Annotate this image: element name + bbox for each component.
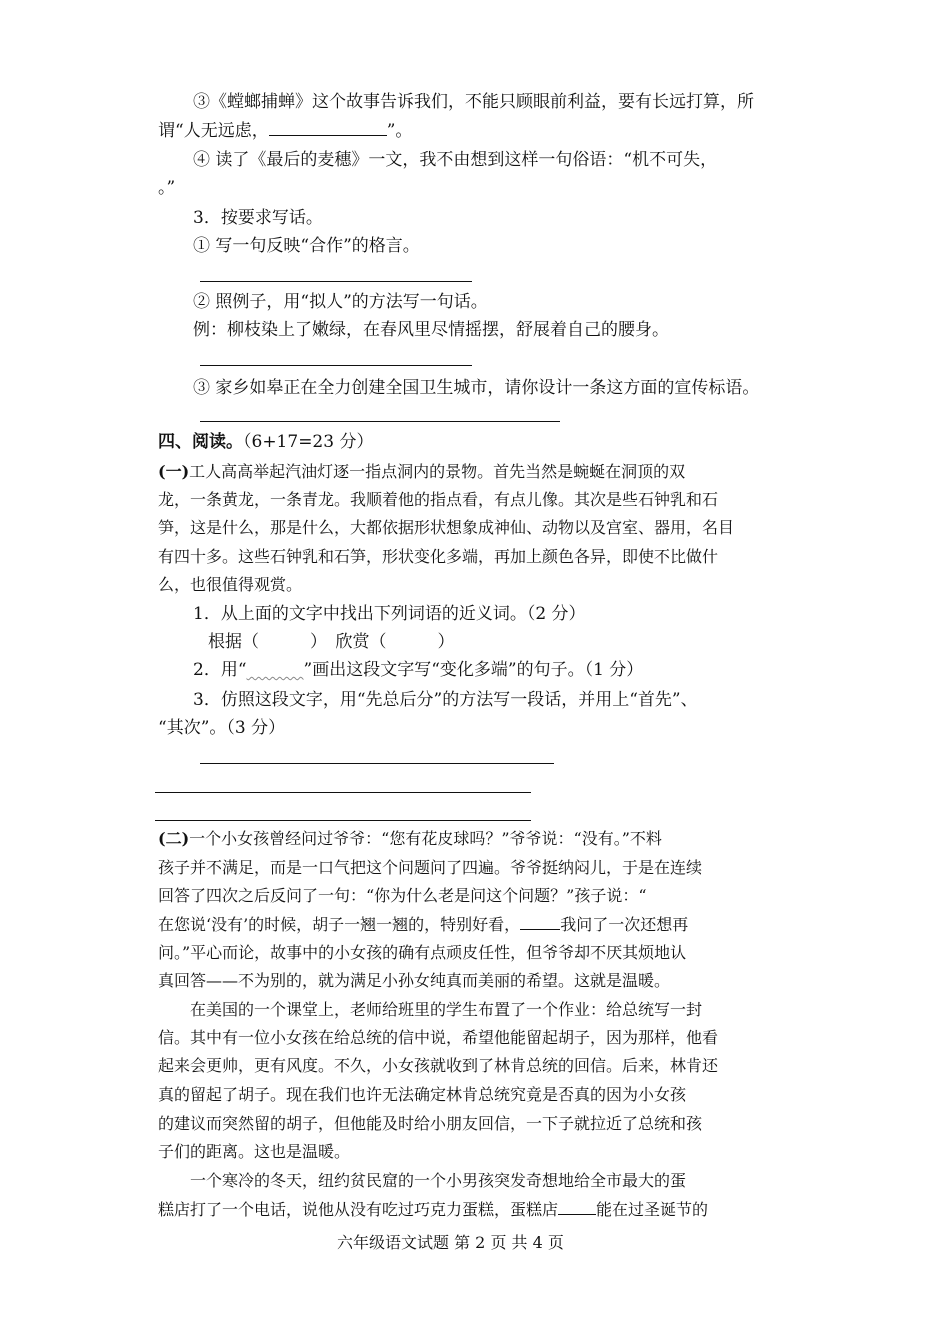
- part2-p3-line-2-a: 糕店打了一个电话，说他从没有吃过巧克力蛋糕，蛋糕店: [158, 1200, 559, 1219]
- part1-line-4: 有四十多。这些石钟乳和石笋，形状变化多端，再加上颜色各异，即使不比做什: [158, 547, 719, 566]
- q3-item1: ① 写一句反映“合作”的格言。: [193, 236, 420, 256]
- q3-item3: ③ 家乡如皋正在全力创建全国卫生城市，请你设计一条这方面的宣传标语。: [193, 378, 760, 398]
- q3-example: 例：柳枝染上了嫩绿，在春风里尽情摇摆，舒展着自己的腰身。: [193, 320, 669, 340]
- q2-item3-line1: ③《螳螂捕蝉》这个故事告诉我们，不能只顾眼前利益，要有长远打算，所: [193, 92, 754, 112]
- part1-q1: 1．从上面的文字中找出下列词语的近义词。（2 分）: [193, 604, 586, 624]
- answer-line[interactable]: [200, 763, 554, 764]
- part2-p3-line-2-b: 能在过圣诞节的: [596, 1200, 709, 1219]
- part2-line-3: 回答了四次之后反问了一句：“你为什么老是问这个问题？”孩子说：“: [158, 886, 647, 905]
- answer-line[interactable]: [200, 421, 560, 422]
- answer-line[interactable]: [155, 792, 531, 793]
- part2-p2-line-1: 在美国的一个课堂上，老师给班里的学生布置了一个作业：给总统写一封: [190, 1000, 703, 1019]
- part1-line-3: 笋，这是什么，那是什么，大都依据形状想象成神仙、动物以及宫室、器用，名目: [158, 518, 735, 537]
- wavy-line-mark: [247, 660, 304, 680]
- section4-title: 四、阅读。: [158, 432, 243, 452]
- part1-q1-words[interactable]: 根据（ ） 欣赏（ ）: [208, 632, 455, 652]
- q2-item4-line2: 。”: [158, 178, 176, 198]
- part2-p2-line-6: 子们的距离。这也是温暖。: [158, 1142, 351, 1161]
- page-footer: 六年级语文试题 第 2 页 共 4 页: [337, 1233, 564, 1252]
- part1-text: 工人高高举起汽油灯逐一指点洞内的景物。首先当然是蜿蜒在洞顶的双: [189, 462, 686, 481]
- q2-item3-line2: [158, 120, 412, 141]
- part2-text: 一个小女孩曾经问过爷爷：“您有花皮球吗？”爷爷说：“没有。”不料: [189, 829, 662, 848]
- answer-line[interactable]: [200, 365, 472, 366]
- part2-label: (二): [158, 829, 190, 848]
- part1-line-2: 龙，一条黄龙，一条青龙。我顺着他的指点看，有点儿像。其次是些石钟乳和石: [158, 490, 719, 509]
- part1-line-5: 么，也很值得观赏。: [158, 575, 303, 594]
- part2-p2-line-2: 信。其中有一位小女孩在给总统的信中说，希望他能留起胡子，因为那样，他看: [158, 1028, 719, 1047]
- part1-q2-pre: 2．用“: [193, 660, 247, 680]
- section4-score: （6+17=23 分）: [243, 432, 374, 452]
- part2-p2-line-5: 的建议而突然留的胡子，但他能及时给小朋友回信，一下子就拉近了总统和孩: [158, 1114, 703, 1133]
- q2-item4-line1: ④ 读了《最后的麦穗》一文，我不由想到这样一句俗语：“机不可失，: [193, 150, 718, 170]
- part2-p3-line-1: 一个寒冷的冬天，纽约贫民窟的一个小男孩突发奇想地给全市最大的蛋: [190, 1171, 687, 1190]
- part1-line-1: [158, 462, 685, 482]
- part2-p3-line-2: [158, 1199, 708, 1220]
- part1-q2-post: ”画出这段文字写“变化多端”的句子。（1 分）: [303, 660, 644, 680]
- part2-p2-line-3: 起来会更帅，更有风度。不久，小女孩就收到了林肯总统的回信。后来，林肯还: [158, 1056, 719, 1075]
- section4-heading: [158, 432, 373, 452]
- part2-line-4-b: 我问了一次还想再: [560, 915, 689, 934]
- part1-label: (一): [158, 462, 190, 481]
- answer-line[interactable]: [155, 820, 531, 821]
- q3-item2: ② 照例子，用“拟人”的方法写一句话。: [193, 292, 488, 312]
- answer-blank[interactable]: [520, 914, 560, 930]
- part2-line-2: 孩子并不满足，而是一口气把这个问题问了四遍。爷爷挺纳闷儿，于是在连续: [158, 858, 703, 877]
- part2-line-4: [158, 914, 688, 935]
- part2-line-1: [158, 829, 662, 849]
- part1-q2: [193, 660, 643, 680]
- part2-p2-line-4: 真的留起了胡子。现在我们也许无法确定林肯总统究竟是否真的因为小女孩: [158, 1085, 687, 1104]
- answer-blank[interactable]: [269, 120, 387, 136]
- part2-line-4-a: 在您说‘没有’的时候，胡子一翘一翘的，特别好看，: [158, 915, 521, 934]
- part2-line-6: 真回答——不为别的，就为满足小孙女纯真而美丽的希望。这就是温暖。: [158, 971, 671, 990]
- part1-q3-line2: “其次”。（3 分）: [158, 718, 286, 738]
- answer-blank[interactable]: [558, 1199, 596, 1215]
- part2-line-5: 问。”平心而论，故事中的小女孩的确有点顽皮任性，但爷爷却不厌其烦地认: [158, 943, 687, 962]
- q2-item3-close: ”。: [386, 121, 413, 141]
- answer-line[interactable]: [200, 281, 472, 282]
- q2-item3-text: 谓“人无远虑，: [158, 121, 269, 141]
- part1-q3-line1: 3．仿照这段文字，用“先总后分”的方法写一段话，并用上“首先”、: [193, 690, 698, 710]
- q3-title: 3．按要求写话。: [193, 208, 323, 228]
